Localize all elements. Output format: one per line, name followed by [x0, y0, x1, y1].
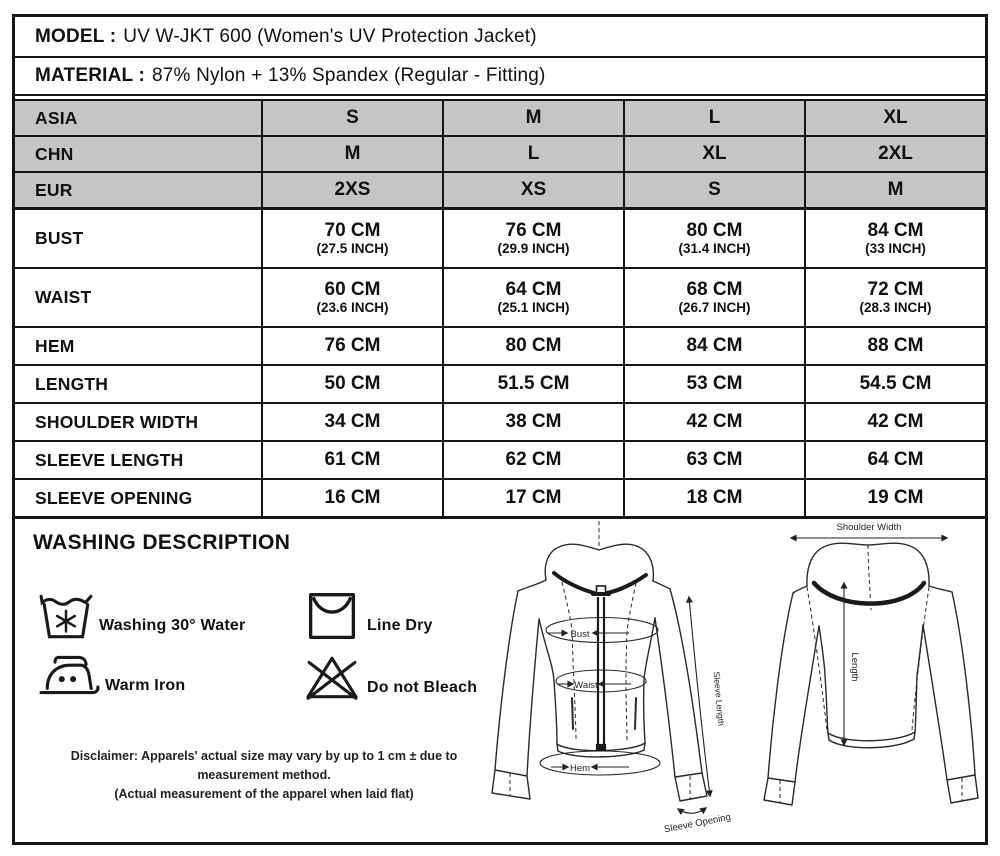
- cm-value: 19 CM: [867, 487, 924, 509]
- measurement-row-sleeve-length: [15, 442, 985, 480]
- row-label: WAIST: [35, 287, 92, 307]
- cm-value: 76 CM: [505, 220, 562, 242]
- row-label: EUR: [35, 179, 73, 200]
- size-chart-sheet: [12, 14, 988, 845]
- measurement-row-bust: [15, 210, 985, 269]
- cm-value: 17 CM: [505, 487, 562, 509]
- cm-value: 62 CM: [505, 449, 562, 471]
- shoulder-width-label: Shoulder Width: [836, 522, 902, 533]
- cm-value: 80 CM: [505, 335, 562, 357]
- row-label: LENGTH: [35, 373, 109, 394]
- size-value: L: [527, 143, 540, 164]
- size-value: XL: [702, 143, 727, 164]
- disclaimer: [29, 747, 499, 803]
- length-label: Length: [849, 652, 860, 682]
- row-label: SLEEVE OPENING: [35, 487, 193, 508]
- model-value: UV W-JKT 600 (Women's UV Protection Jacket): [123, 25, 537, 47]
- measurement-row-waist: [15, 269, 985, 328]
- size-value: 2XL: [878, 143, 913, 164]
- disclaimer-line-1: Disclaimer: Apparels' actual size may vary by up to 1 cm ± due to measurement method.: [70, 749, 458, 782]
- line-dry-label: Line Dry: [367, 617, 433, 634]
- size-value: 2XS: [334, 179, 371, 200]
- measurement-row-hem: [15, 328, 985, 366]
- cm-value: 72 CM: [867, 279, 924, 301]
- row-label: BUST: [35, 228, 84, 248]
- washing-section: [15, 519, 985, 842]
- cm-value: 60 CM: [324, 279, 381, 301]
- measurement-row-shoulder-width: [15, 404, 985, 442]
- cm-value: 64 CM: [867, 449, 924, 471]
- cm-value: 84 CM: [686, 335, 743, 357]
- material-label: MATERIAL :: [35, 65, 146, 86]
- back-jacket-diagram: [749, 513, 991, 843]
- cm-value: 34 CM: [324, 411, 381, 433]
- cm-value: 84 CM: [867, 220, 924, 242]
- row-label: CHN: [35, 143, 74, 164]
- front-jacket-diagram: [487, 513, 747, 843]
- warm-iron-icon: [39, 651, 101, 699]
- model-row: [15, 17, 985, 58]
- size-value: M: [344, 143, 361, 164]
- row-label: HEM: [35, 335, 75, 356]
- cm-value: 18 CM: [686, 487, 743, 509]
- size-value: S: [708, 179, 721, 200]
- cm-value: 38 CM: [505, 411, 562, 433]
- cm-value: 63 CM: [686, 449, 743, 471]
- size-row-eur: [15, 173, 985, 210]
- material-row: [15, 58, 985, 96]
- row-label: SLEEVE LENGTH: [35, 449, 184, 470]
- cm-value: 61 CM: [324, 449, 381, 471]
- size-value: XS: [520, 179, 547, 200]
- washing-30-icon: [37, 591, 95, 641]
- waist-label: Waist: [574, 680, 598, 691]
- cm-value: 76 CM: [324, 335, 381, 357]
- cm-value: 42 CM: [686, 411, 743, 433]
- disclaimer-line-2: (Actual measurement of the apparel when laid flat): [114, 786, 414, 801]
- size-value: M: [887, 179, 904, 200]
- row-label: SHOULDER WIDTH: [35, 411, 199, 432]
- size-value: L: [708, 107, 721, 128]
- size-value: S: [346, 107, 359, 128]
- line-dry-icon: [307, 591, 357, 641]
- size-value: XL: [883, 107, 908, 128]
- model-label: MODEL :: [35, 25, 117, 47]
- inch-value: (33 INCH): [865, 241, 926, 257]
- inch-value: (26.7 INCH): [678, 300, 751, 316]
- row-label: ASIA: [35, 107, 78, 128]
- cm-value: 88 CM: [867, 335, 924, 357]
- cm-value: 53 CM: [686, 373, 743, 395]
- inch-value: (27.5 INCH): [316, 241, 389, 257]
- bust-label: Bust: [570, 629, 590, 640]
- inch-value: (28.3 INCH): [859, 300, 932, 316]
- cm-value: 68 CM: [686, 279, 743, 301]
- cm-value: 70 CM: [324, 220, 381, 242]
- do-not-bleach-label: Do not Bleach: [367, 679, 478, 696]
- cm-value: 51.5 CM: [497, 373, 570, 395]
- cm-value: 80 CM: [686, 220, 743, 242]
- cm-value: 64 CM: [505, 279, 562, 301]
- sleeve-length-label: Sleeve Length: [711, 671, 727, 727]
- inch-value: (31.4 INCH): [678, 241, 751, 257]
- do-not-bleach-icon: [305, 653, 359, 701]
- hem-label: Hem: [569, 763, 591, 774]
- inch-value: (29.9 INCH): [497, 241, 570, 257]
- inch-value: (25.1 INCH): [497, 300, 570, 316]
- washing-30-label: Washing 30° Water: [99, 617, 246, 634]
- size-value: M: [525, 107, 542, 128]
- warm-iron-label: Warm Iron: [105, 677, 186, 694]
- measurement-row-length: [15, 366, 985, 404]
- sleeve-opening-label: Sleeve Opening: [663, 811, 732, 836]
- cm-value: 16 CM: [324, 487, 381, 509]
- cm-value: 50 CM: [324, 373, 381, 395]
- size-row-chn: [15, 137, 985, 173]
- cm-value: 54.5 CM: [859, 373, 932, 395]
- cm-value: 42 CM: [867, 411, 924, 433]
- inch-value: (23.6 INCH): [316, 300, 389, 316]
- size-row-asia: [15, 101, 985, 137]
- washing-title: WASHING DESCRIPTION: [33, 531, 291, 554]
- material-value: 87% Nylon + 13% Spandex (Regular - Fitting): [152, 65, 546, 86]
